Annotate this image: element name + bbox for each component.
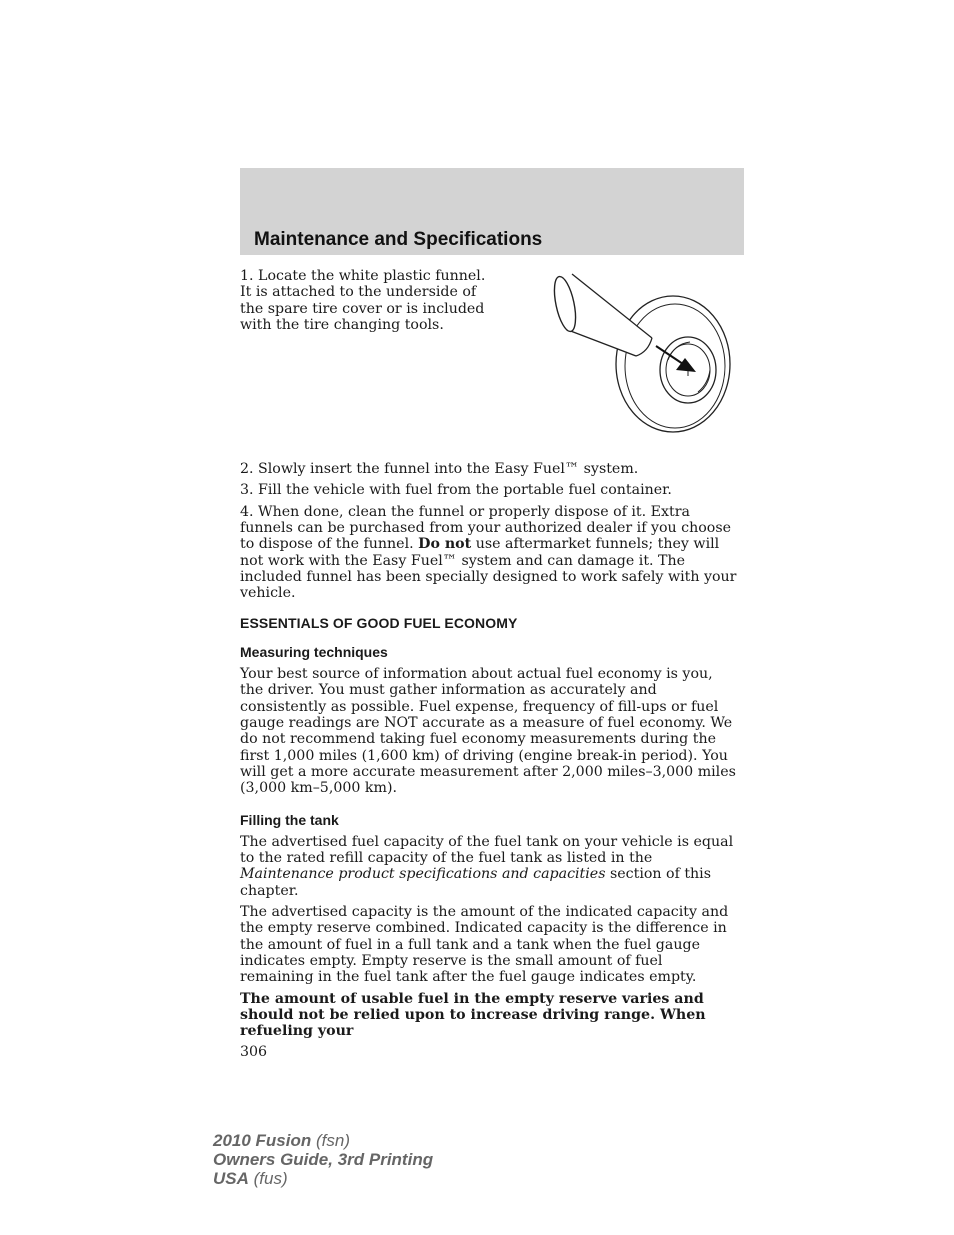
step-2: 2. Slowly insert the funnel into the Easy Fuel™ system. xyxy=(240,461,639,478)
footer-line-1 xyxy=(213,1131,433,1150)
filling-p1-a: The advertised fuel capacity of the fuel tank on your vehicle is equal to the rated refill capacity of the fuel tank as listed in the xyxy=(240,833,734,867)
filling-para-2: The advertised capacity is the amount of the indicated capacity and the empty reserve combined. Indicated capacity is the difference in the amount of fuel in a full tank and a tank when the fuel gauge indicates empty. Empty reserve is the small amount of fuel remaining in the fuel tank after the fuel gauge indicates empty. xyxy=(240,904,729,986)
measuring-heading: Measuring techniques xyxy=(240,643,388,660)
page-number: 306 xyxy=(240,1044,268,1061)
step-4-emphasis: Do not xyxy=(418,536,472,553)
filling-warning: The amount of usable fuel in the empty reserve varies and should not be relied upon to increase driving range. When refueling your xyxy=(240,990,706,1040)
page-content xyxy=(240,268,740,1061)
step-4 xyxy=(240,504,740,602)
step-3: 3. Fill the vehicle with fuel from the portable fuel container. xyxy=(240,482,672,499)
chapter-header xyxy=(240,168,744,255)
step-4-text-c: use aftermarket funnels; they will not work with the Easy Fuel™ system and can damage it. The included funnel has been specially designed to work safely with your vehicle. xyxy=(240,536,737,602)
footer-line-2 xyxy=(213,1150,433,1169)
filling-heading: Filling the tank xyxy=(240,811,339,828)
step-4-text-a: 4. When done, clean the funnel or properly dispose of it. Extra funnels can be purchased from your authorized dealer if you choose to dispose of the funnel. xyxy=(240,503,732,553)
measuring-body: Your best source of information about actual fuel economy is you, the driver. You must gather information as accurately and consistently as possible. Fuel expense, frequency of fill-ups or fuel gauge readings are NOT accurate as a measure of fuel economy. We do not recommend taking fuel economy measurements during the first 1,000 miles (1,600 km) of driving (engine break-in period). You will get a more accurate measurement after 2,000 miles–3,000 miles (3,000 km–5,000 km). xyxy=(240,666,736,797)
filling-p1-reference: Maintenance product specifications and capacities xyxy=(240,866,606,883)
filling-para-3 xyxy=(240,991,740,1040)
section-heading: ESSENTIALS OF GOOD FUEL ECONOMY xyxy=(240,614,518,631)
footer-market: USA xyxy=(213,1169,249,1188)
document-footer xyxy=(213,1131,433,1188)
footer-model: 2010 Fusion xyxy=(213,1131,312,1150)
footer-model-code: (fsn) xyxy=(311,1131,350,1150)
filling-para-1 xyxy=(240,834,740,899)
footer-market-code: (fus) xyxy=(248,1169,288,1188)
step-1: 1. Locate the white plastic funnel. It is attached to the underside of the spare tire cover or is included with the tire changing tools. xyxy=(240,268,486,333)
chapter-title: Maintenance and Specifications xyxy=(254,229,543,250)
footer-guide: Owners Guide, 3rd Printing xyxy=(213,1150,434,1169)
filling-p1-c: section of this chapter. xyxy=(240,866,712,899)
footer-line-3 xyxy=(213,1169,433,1188)
